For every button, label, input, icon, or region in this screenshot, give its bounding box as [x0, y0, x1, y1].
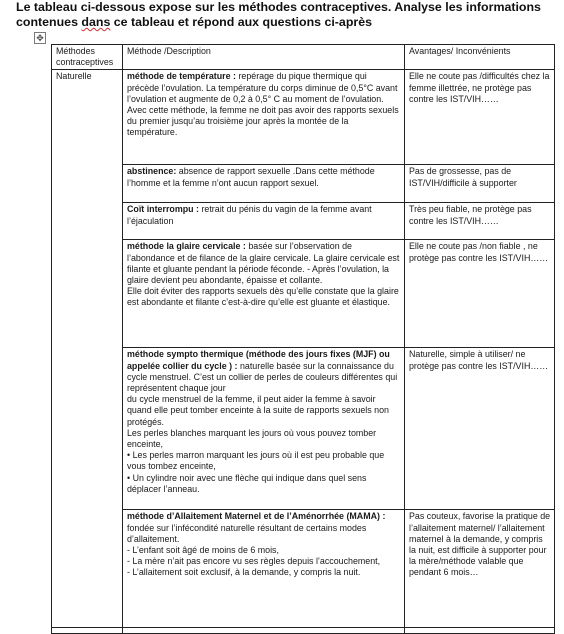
description-cell: méthode sympto thermique (méthode des jours fixes (MJF) ou appelée collier du cycle ) : naturelle basée sur la connaissance du cycle menstruel. C’est un collier de perles de couleurs différentes qui représentent chaque jour du cycle menstruel de la femme, il peut aider la femme à savoir quand elle peut tomber enceinte à la suite de rapports sexuels non protégés. Les perles blanches marquant les jours où vous pouvez tomber enceinte, • Les perles marron marquant les jours où il est peu probable que vous tombez enceinte, • Un cylindre noir avec une flèche qui indique dans quel sens déplacer l’anneau.: [123, 348, 405, 510]
table-row: [52, 165, 555, 203]
table-row: [52, 203, 555, 240]
description-cell: Coït interrompu : retrait du pénis du vagin de la femme avant l’éjaculation: [123, 203, 405, 240]
table-header-row: [52, 45, 555, 70]
table-move-handle-icon[interactable]: ✥: [34, 32, 46, 44]
advantages-cell: Pas de grossesse, pas de IST/VIH/difficile à supporter: [405, 165, 555, 203]
advantages-cell: Très peu fiable, ne protège pas contre les IST/VIH……: [405, 203, 555, 240]
table-row: [52, 70, 555, 165]
advantages-cell: Naturelle, simple à utiliser/ ne protège pas contre les IST/VIH……: [405, 348, 555, 510]
description-cell: méthode d’Allaitement Maternel et de l’Aménorrhée (MAMA) : fondée sur l’infécondité naturelle résultant de certains modes d’allaitement. - L’enfant soit âgé de moins de 6 mois, - La mère n’ait pas encore vu ses règles depuis l’accouchement, - L’allaitement soit exclusif, à la demande, y compris la nuit.: [123, 510, 405, 628]
category-cell: Naturelle: [52, 70, 123, 628]
heading-line-2a: contenues: [16, 15, 82, 29]
advantages-cell: Elle ne coute pas /non fiable , ne protège pas contre les IST/VIH……: [405, 240, 555, 348]
description-cell: abstinence: absence de rapport sexuelle .Dans cette méthode l’homme et la femme n’ont aucun rapport sexuel.: [123, 165, 405, 203]
advantages-cell: Elle ne coute pas /difficultés chez la femme illettrée, ne protège pas contre les IST/VIH……: [405, 70, 555, 165]
advantages-cell: Pas couteux, favorise la pratique de l’allaitement maternel/ l’allaitement maternel à la demande, y compris la nuit, est difficile à supporter pour la mère/méthode valable que pendant 6 mois…: [405, 510, 555, 628]
description-cell: méthode la glaire cervicale : basée sur l’observation de l’abondance et de filance de la glaire cervicale. La glaire cervicale est filante et gluante pendant la période féconde. - Après l’ovulation, la glaire devient peu abondante, épaisse et collante. Elle doit éviter des rapports sexuels dès qu’elle constate que la glaire est abondante et filante c’est-à-dire qu’elle est gluante et élastique.: [123, 240, 405, 348]
heading-line-1: Le tableau ci-dessous expose sur les méthodes contraceptives. Analyse les informations: [16, 0, 541, 14]
header-methods: Méthodes contraceptives: [52, 45, 123, 70]
table-row: [52, 240, 555, 348]
header-description: Méthode /Description: [123, 45, 405, 70]
table-row: [52, 510, 555, 628]
description-cell: méthode de température : repérage du pique thermique qui précède l’ovulation. La température du corps diminue de 0,5°C avant l’ovulation et augmente de 0,2 à 0,5° C au moment de l’ovulation. Avec cette méthode, la femme ne doit pas avoir des rapports sexuels du premier jusqu’au troisième jour après la montée de la température.: [123, 70, 405, 165]
spellcheck-word[interactable]: dans: [81, 15, 111, 29]
instruction-heading: [16, 0, 556, 30]
table-row-cut: [52, 628, 555, 634]
table-row: [52, 348, 555, 510]
heading-line-2c: ce tableau et répond aux questions ci-après: [110, 15, 372, 29]
header-advantages: Avantages/ Inconvénients: [405, 45, 555, 70]
contraception-table: [51, 44, 555, 634]
